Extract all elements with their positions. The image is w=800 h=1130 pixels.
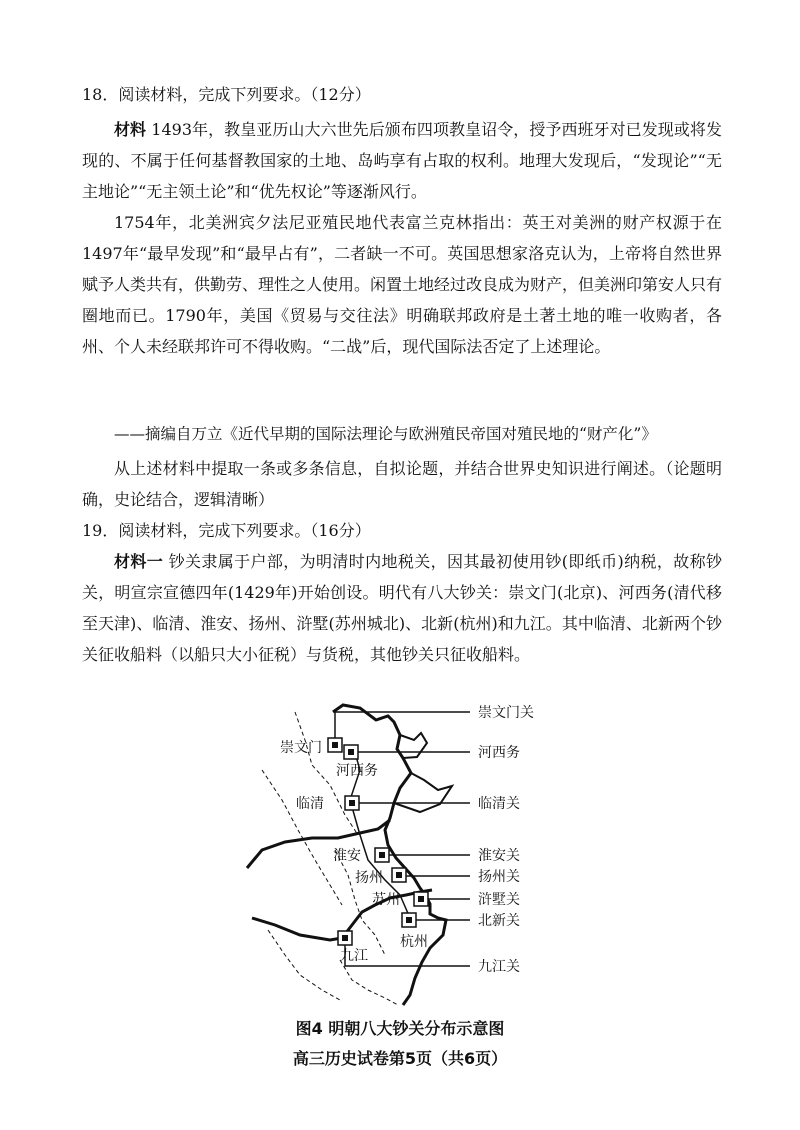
station-xushu <box>414 892 428 906</box>
city-label-huaian: 淮安 <box>333 848 361 864</box>
station-huaian <box>375 848 389 862</box>
q18-task: 从上述材料中提取一条或多条信息，自拟论题，并结合世界史知识进行阐述。（论题明确，史论结合，逻辑清晰） <box>82 459 722 509</box>
city-label-suzhou: 苏州 <box>372 892 400 908</box>
q18-material-text-1: 1493年，教皇亚历山大六世先后颁布四项教皇诏令，授予西班牙对已发现或将发现的、不属于任何基督教国家的土地、岛屿享有占取的权利。地理大发现后，“发现论”“无主地论”“无主领土论”和“优先权论”等逐渐风行。 <box>82 120 722 201</box>
station-linqing <box>345 796 359 810</box>
q18-material-paragraph-2: 1754年，北美洲宾夕法尼亚殖民地代表富兰克林指出：英王对美洲的财产权源于在1497年“最早发现”和“最早占有”，二者缺一不可。英国思想家洛克认为，上帝将自然世界赋予人类共有，供勤劳、理性之人使用。闲置土地经过改良成为财产，但美洲印第安人只有圈地而已。1790年，美国《贸易与交往法》明确联邦政府是土著土地的唯一收购者，各州、个人未经联邦许可不得收购。“二战”后，现代国际法否定了上述理论。 <box>82 213 723 356</box>
page-footer: 高三历史试卷第5页（共6页） <box>292 1049 508 1068</box>
q19-material-label: 材料一 <box>114 552 164 571</box>
map-caption: 图4 明朝八大钞关分布示意图 <box>295 1019 505 1038</box>
station-chongwenmen <box>328 738 342 752</box>
station-jiujiang <box>338 931 352 945</box>
label-hexiwu: 河西务 <box>478 745 520 761</box>
station-yangzhou <box>392 868 406 882</box>
city-label-jiujiang: 九江 <box>340 948 368 964</box>
label-huaian-guan: 淮安关 <box>478 848 520 864</box>
city-label-chongwenmen: 崇文门 <box>280 740 322 756</box>
label-linqing-guan: 临清关 <box>478 796 520 812</box>
bohai-coast <box>400 733 427 758</box>
q18-material-label: 材料 <box>114 120 147 139</box>
label-xushu-guan: 浒墅关 <box>478 892 520 908</box>
station-hexiwu <box>344 745 358 759</box>
q19-material-1-text: 钞关隶属于户部，为明清时内地税关，因其最初使用钞(即纸币)纳税，故称钞关，明宣宗宣德四年(1429年)开始创设。明代有八大钞关：崇文门(北京)、河西务(清代移至天津)、临清、淮安、扬州、浒墅(苏州城北)、北新(杭州)和九江。其中临清、北新两个钞关征收船料（以船只大小征税）与货税，其他钞关只征收船料。 <box>82 552 722 664</box>
question-18-header: 18．阅读材料，完成下列要求。（12分） <box>82 85 371 104</box>
label-jiujiang-guan: 九江关 <box>478 959 520 975</box>
q18-source-citation: ——摘编自万立《近代早期的国际法理论与欧洲殖民帝国对殖民地的“财产化”》 <box>114 425 657 443</box>
city-label-hangzhou: 杭州 <box>400 934 428 950</box>
question-19-header: 19．阅读材料，完成下列要求。（16分） <box>82 521 371 540</box>
city-label-linqing: 临清 <box>296 796 324 812</box>
city-label-yangzhou: 扬州 <box>355 870 383 886</box>
city-label-hexiwu: 河西务 <box>336 763 378 779</box>
station-beixin <box>402 913 416 927</box>
shandong-coast <box>394 773 452 812</box>
label-yangzhou-guan: 扬州关 <box>478 869 520 885</box>
label-beixin-guan: 北新关 <box>478 913 520 929</box>
label-chongwenmen-guan: 崇文门关 <box>478 705 534 721</box>
